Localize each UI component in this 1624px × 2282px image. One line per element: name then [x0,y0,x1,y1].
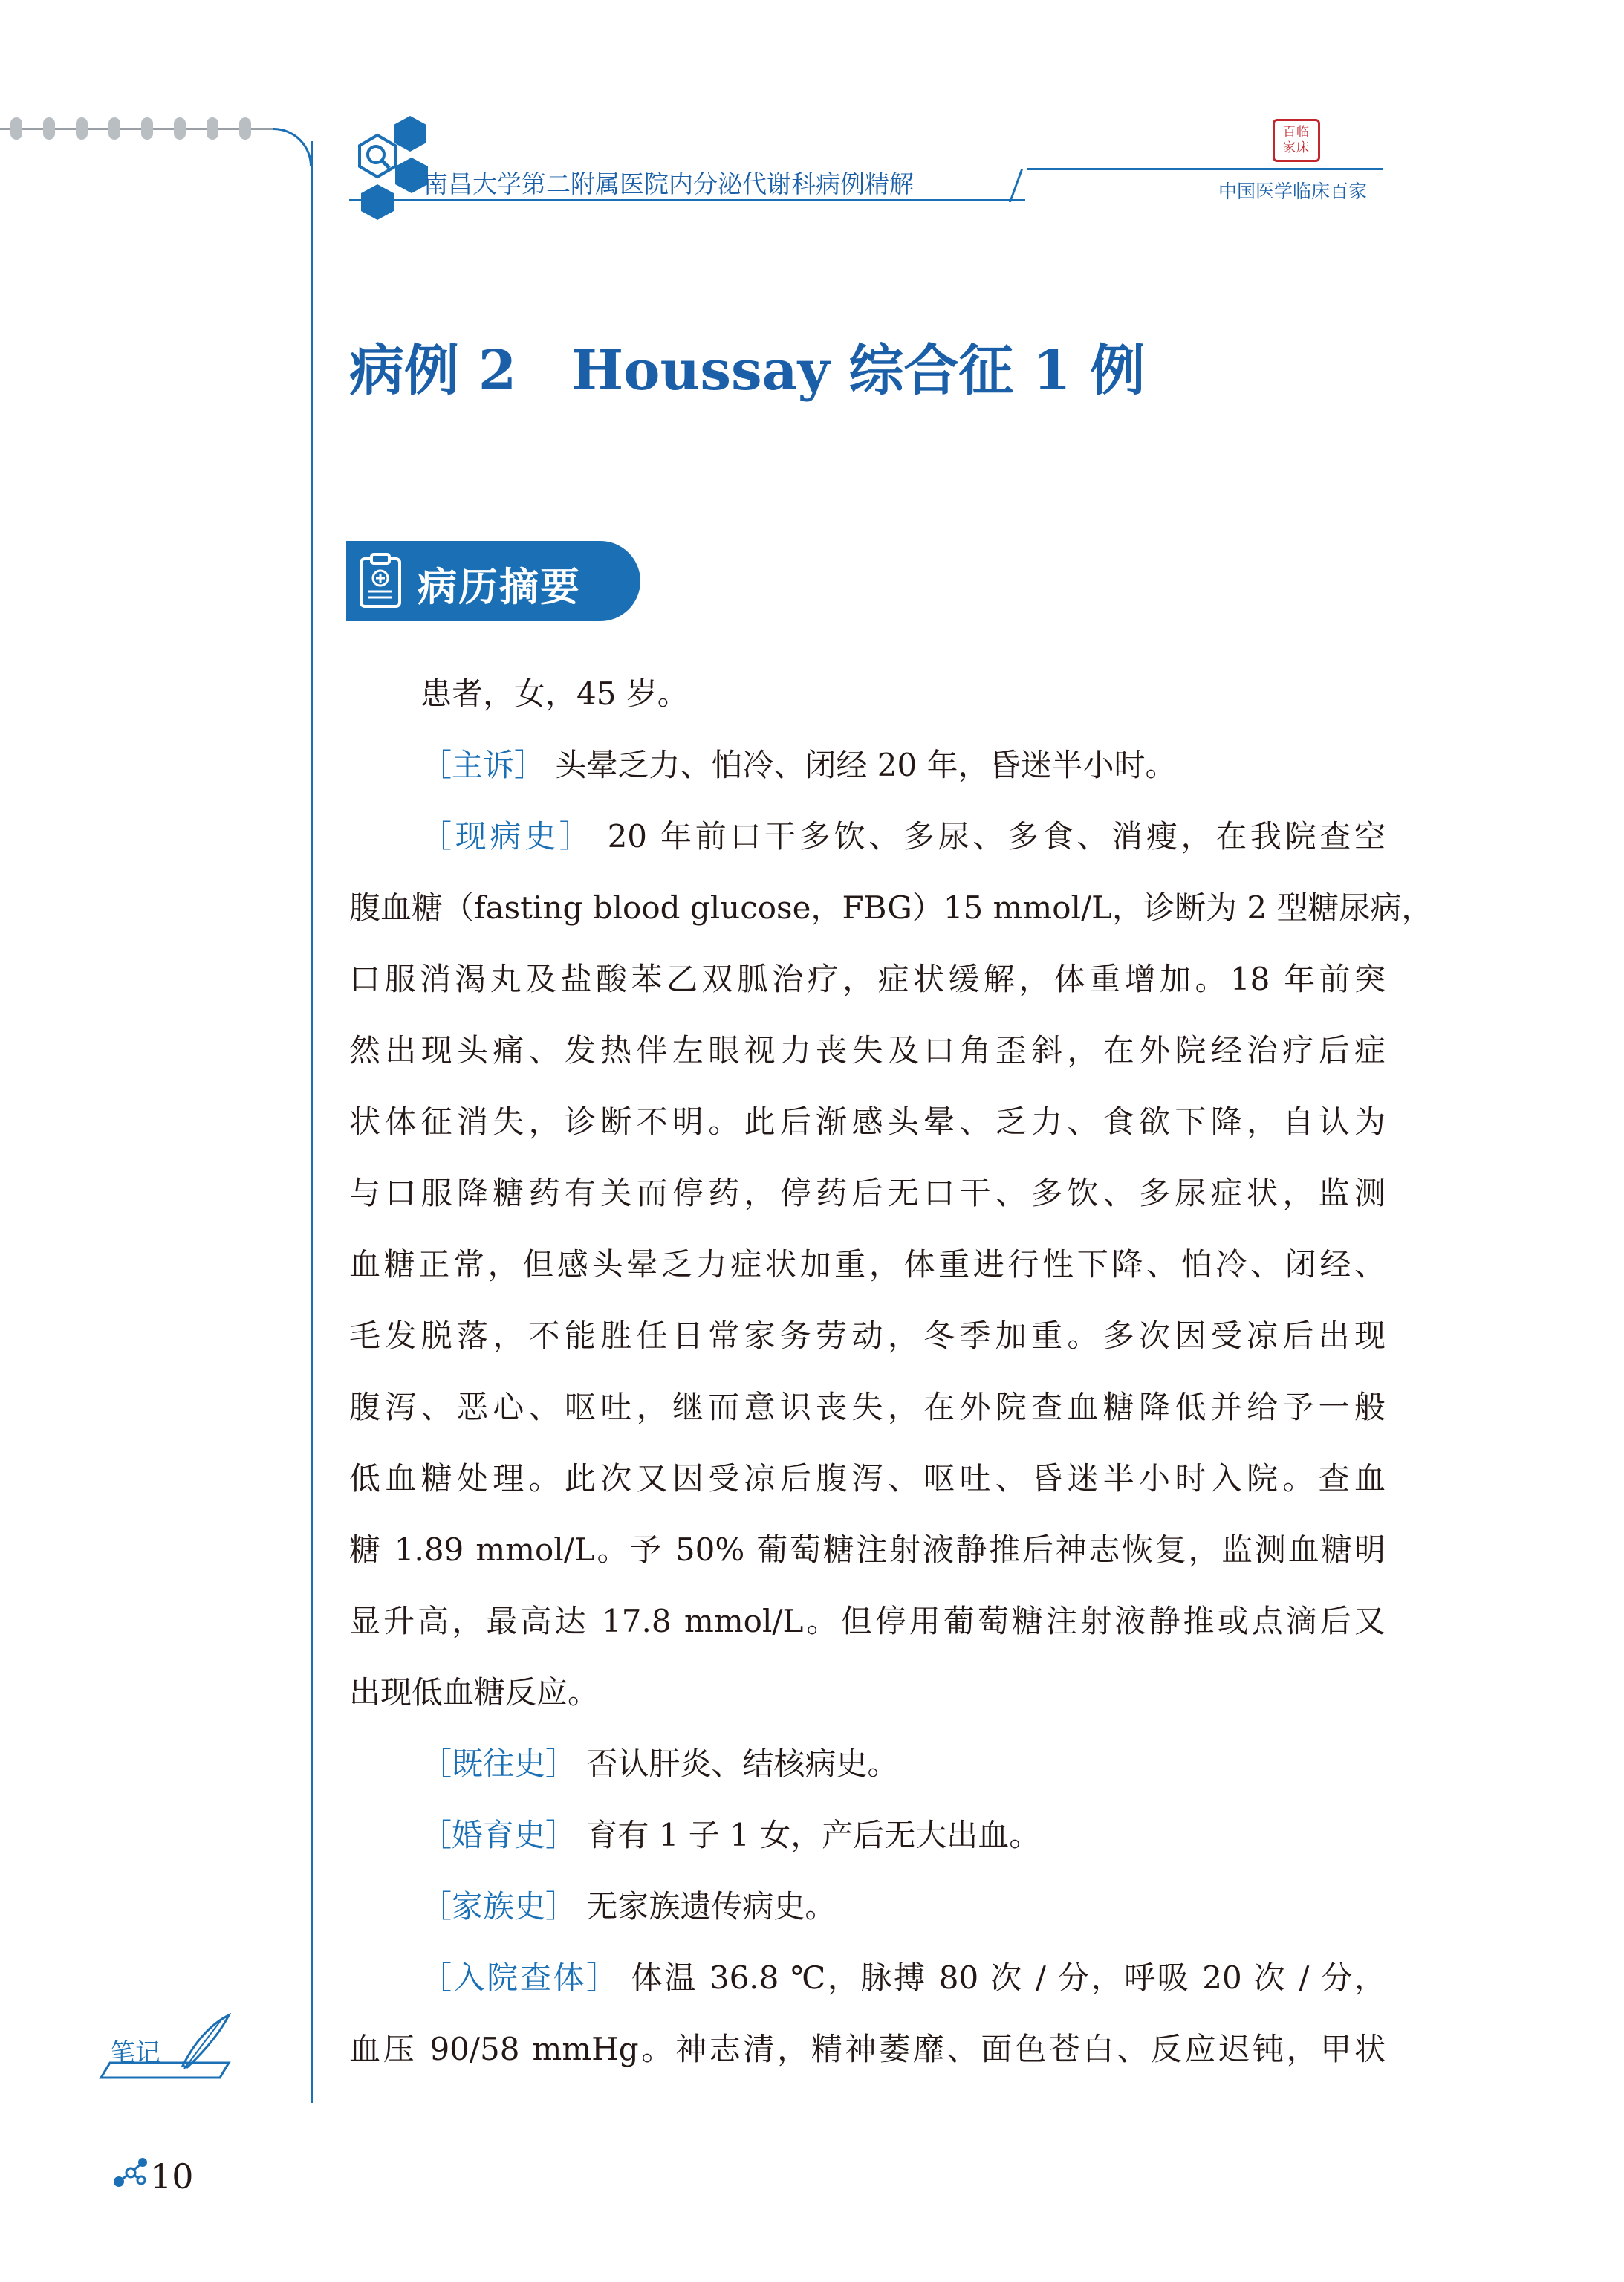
binder-ring-icon [10,117,22,140]
section-banner [346,541,640,621]
margin-rule [311,141,313,2103]
text-line: 腹血糖（fasting blood glucose，FBG）15 mmol/L，诊断为 2 型糖尿病， [349,889,1433,926]
family-history-tag: ［家族史］ [420,1888,577,1925]
clipboard-medical-icon [354,553,407,612]
chief-complaint-text: 头晕乏力、怕冷、闭经 20 年，昏迷半小时。 [555,747,1177,783]
binder-ring-icon [239,117,251,140]
binder-ring-icon [207,117,218,140]
past-history [349,1728,1386,1800]
series-seal-icon: 百临 家床 [1273,119,1320,162]
marital-history-text: 育有 1 子 1 女，产后无大出血。 [586,1817,1041,1853]
past-history-tag: ［既往史］ [420,1745,577,1782]
page-number: 10 [150,2156,194,2197]
text-line: 口服消渴丸及盐酸苯乙双胍治疗，症状缓解，体重增加。18 年前突 [349,961,1386,997]
text-line: 血压 90/58 mmHg。神志清，精神萎靡、面色苍白、反应迟钝，甲状 [349,2031,1386,2067]
past-history-text: 否认肝炎、结核病史。 [586,1745,899,1782]
text-line: 血糖正常，但感头晕乏力症状加重，体重进行性下降、怕冷、闭经、 [349,1246,1386,1283]
binding-rail [0,128,275,130]
present-illness [349,801,1433,1728]
text-line: 与口服降糖药有关而停药，停药后无口干、多饮、多尿症状，监测 [349,1175,1386,1211]
binder-ring-icon [43,117,55,140]
chief-complaint [349,730,1386,801]
patient-info: 患者，女，45 岁。 [420,675,689,712]
text-line: 20 年前口干多饮、多尿、多食、消瘦，在我院查空 [607,818,1386,855]
text-line: 毛发脱落，不能胜任日常家务劳动，冬季加重。多次因受凉后出现 [349,1317,1386,1354]
text-line: 出现低血糖反应。 [349,1674,600,1711]
series-name: 中国医学临床百家 [1218,181,1368,202]
molecule-icon [111,2153,150,2195]
marital-history-tag: ［婚育史］ [420,1817,577,1853]
section-title: 病历摘要 [418,565,581,610]
binding-rail-curve [273,128,312,166]
text-line: 低血糖处理。此次又因受凉后腹泻、呕吐、昏迷半小时入院。查血 [349,1460,1386,1497]
text-line: 状体征消失，诊断不明。此后渐感头晕、乏力、食欲下降，自认为 [349,1103,1386,1140]
text-line: 然出现头痛、发热伴左眼视力丧失及口角歪斜，在外院经治疗后症 [349,1032,1386,1069]
admission-exam-tag: ［入院查体］ [420,1960,620,1996]
binder-ring-icon [174,117,186,140]
header-rule-right [1027,168,1383,170]
text-line: 糖 1.89 mmol/L。予 50% 葡萄糖注射液静推后神志恢复，监测血糖明 [349,1531,1386,1568]
book-title: 南昌大学第二附属医院内分泌代谢科病例精解 [423,169,914,198]
family-history [349,1871,1386,1942]
marital-reproductive-history [349,1800,1386,1871]
admission-exam [349,1942,1386,2085]
binder-ring-icon [108,117,120,140]
case-title: 病例 2 Houssay 综合征 1 例 [349,339,1146,403]
notes-label: 笔记 [110,2038,160,2068]
family-history-text: 无家族遗传病史。 [586,1888,837,1925]
text-line: 显升高，最高达 17.8 mmol/L。但停用葡萄糖注射液静推或点滴后又 [349,1603,1386,1639]
binder-ring-icon [141,117,153,140]
header-rule-slant [1009,169,1023,202]
notes-quill-icon [94,2006,235,2091]
present-illness-tag: ［现病史］ [420,818,594,855]
text-line: 腹泻、恶心、呕吐，继而意识丧失，在外院查血糖降低并给予一般 [349,1389,1386,1425]
header-rule [349,199,1025,201]
binder-ring-icon [76,117,88,140]
chief-complaint-tag: ［主诉］ [420,747,546,783]
text-line: 体温 36.8 ℃，脉搏 80 次 / 分，呼吸 20 次 / 分， [631,1960,1386,1996]
